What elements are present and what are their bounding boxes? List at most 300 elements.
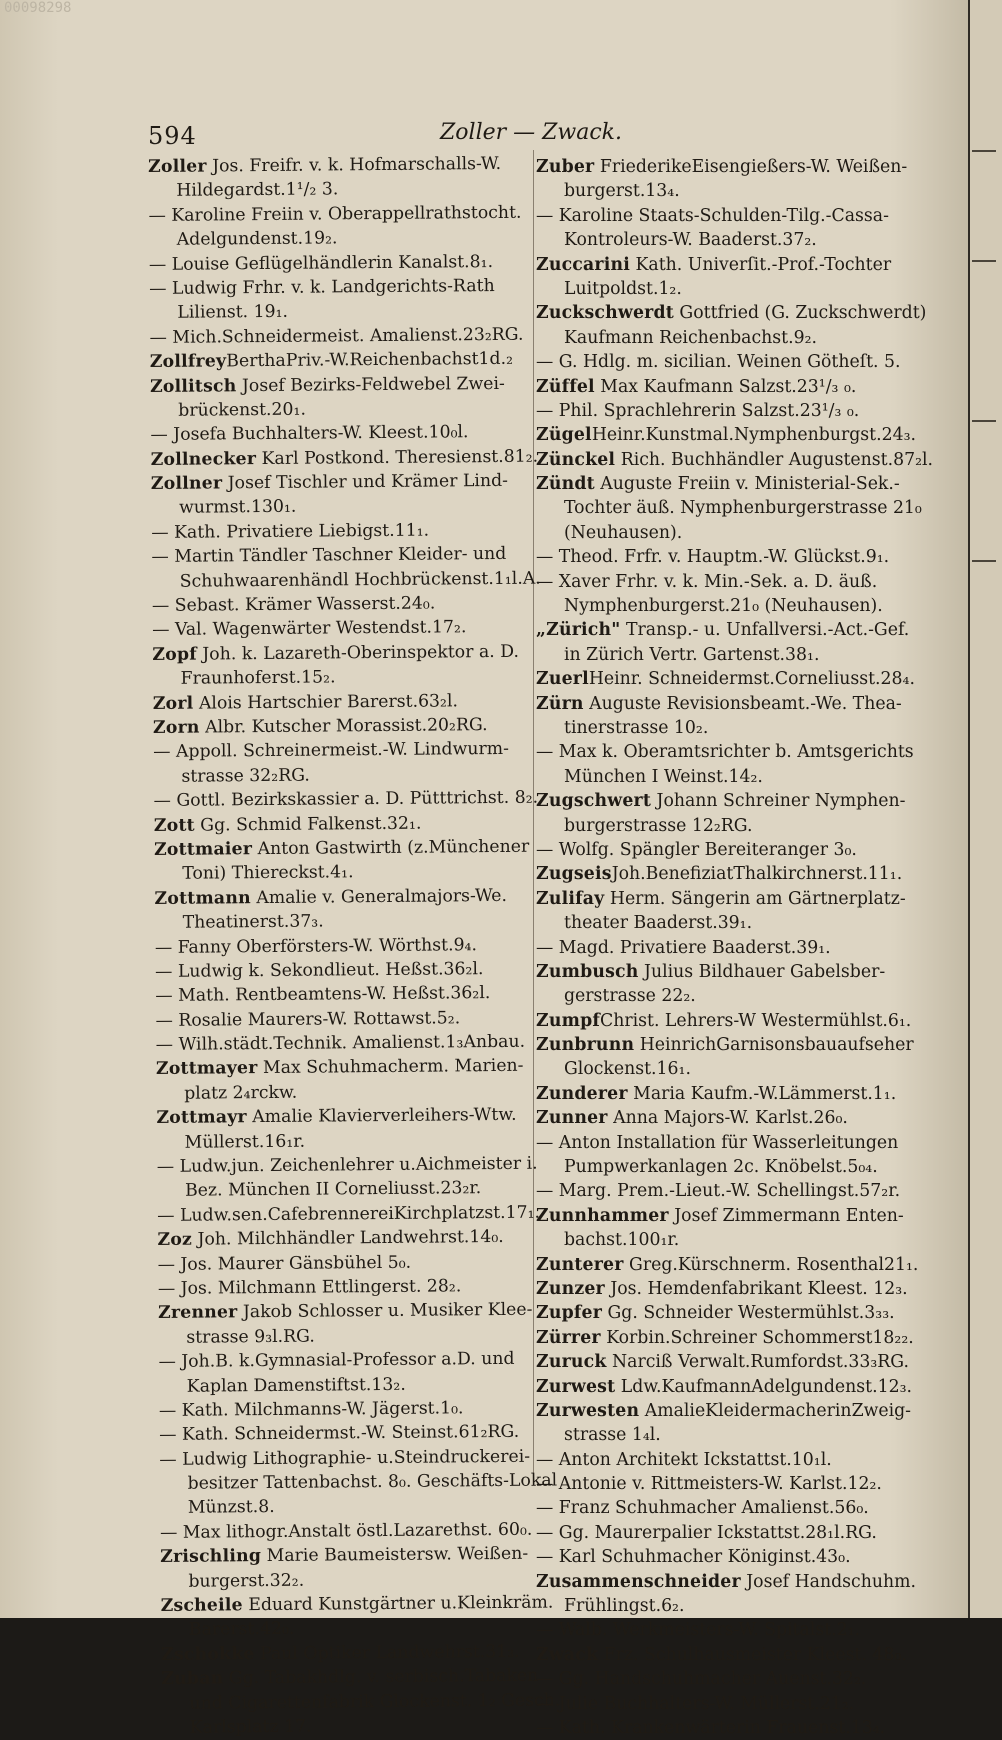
entry-text: Schuhwaarenhändl Hochbrückenst.1₁l.A. — [179, 568, 541, 592]
entry-text: — Phil. Sprachlehrerin Salzst.23¹/₃ ₀. — [536, 400, 860, 421]
entry-text: Gottfried (G. Zuckschwerdt) — [673, 303, 927, 324]
entry-text: Auguste Revisionsbeamt.-We. Thea- — [583, 693, 902, 714]
entry-headline — [160, 1542, 546, 1570]
entry-text: Kontroleurs-W. Baaderst.37₂. — [564, 230, 817, 251]
entry-headline — [536, 301, 930, 325]
entry-text: — Karl Schuhmacher Königinst.43₀. — [536, 1547, 851, 1568]
entry-text: strasse 1₄l. — [564, 1425, 661, 1446]
entry-headline — [536, 1277, 930, 1301]
entry-text: Joh. k. Lazareth-Oberinspektor a. D. — [196, 641, 520, 665]
entry-line — [536, 1448, 930, 1472]
entry-text: AmalieKleidermacherinZweig- — [639, 1400, 912, 1421]
entry-text: platz 2₄rckw. — [184, 1082, 298, 1104]
entry-text: Tochter äuß. Nymphenburgerstrasse 21₀ — [564, 498, 922, 519]
entry-line — [536, 1521, 930, 1545]
entry-headline — [156, 1103, 542, 1131]
entry-text: Frühlingst.6₂. — [564, 1596, 685, 1617]
entry-continuation — [156, 1078, 542, 1106]
entry-line — [536, 1496, 930, 1520]
surname: Zopf — [152, 644, 197, 665]
entry-line — [158, 1274, 544, 1302]
entry-text: — Fanny Oberförsters-W. Wörthst.9₄. — [154, 934, 478, 958]
entry-text: tinerstrasse 10₂. — [564, 717, 709, 738]
entry-headline — [153, 713, 539, 741]
entry-headline — [536, 1253, 930, 1277]
entry-text: — Marg. Prem.-Lieut.-W. Schellingst.57₂r. — [536, 1181, 901, 1202]
entry-headline — [536, 887, 930, 911]
surname: „Zürich" — [536, 620, 621, 641]
entry-text: Kaufmann Reichenbachst.9₂. — [564, 327, 818, 348]
entry-line — [536, 570, 930, 594]
surname: Zscheile — [160, 1595, 243, 1616]
entry-headline — [536, 667, 930, 691]
entry-text: — Rosalie Maurers-W. Rottawst.5₂. — [155, 1007, 461, 1031]
entry-text: Jos. Hemdenfabrikant Kleest. 12₃. — [604, 1278, 908, 1299]
entry-text: Karl Postkond. Theresienst.81₂. — [256, 446, 539, 469]
entry-headline — [536, 1204, 930, 1228]
entry-text: gerstrasse 22₂. — [564, 986, 696, 1007]
entry-headline — [150, 371, 536, 399]
entry-text: Adelgundenst.19₂. — [176, 228, 338, 250]
entry-text: Gg. Tabakhdlg. v. serbisch.Tabaken — [223, 1665, 539, 1689]
entry-continuation — [150, 396, 536, 424]
entry-text: Josef Zimmermann Enten- — [668, 1205, 904, 1226]
entry-text: — Gg. Maurerpalier Ickstattst.28₁l.RG. — [536, 1522, 877, 1543]
entry-text: — Mich.Schneidermeist. Amalienst.23₂RG. — [149, 324, 524, 348]
entry-line — [150, 420, 536, 448]
entry-continuation — [151, 493, 537, 521]
entry-continuation — [160, 1566, 546, 1594]
entry-text: — Sebast. Krämer Wasserst.24₀. — [151, 593, 436, 617]
surname: Zügel — [536, 425, 592, 446]
entry-line — [157, 1152, 543, 1180]
entry-continuation — [149, 298, 535, 326]
entry-continuation — [536, 1423, 930, 1447]
surname: Zollfrey — [149, 351, 227, 373]
entry-line — [151, 517, 537, 545]
entry-headline — [536, 448, 934, 472]
entry-continuation — [536, 716, 930, 740]
gutter-mark — [972, 150, 996, 152]
entry-text: Herm. Sängerin am Gärtnerplatz- — [604, 888, 906, 909]
surname: Zurwesten — [536, 1400, 640, 1421]
entry-text: Korbin.Schreiner Schommerst18₂₂. — [600, 1327, 914, 1348]
entry-headline — [536, 375, 930, 399]
entry-line — [536, 838, 930, 862]
entry-text: — Ludw.jun. Zeichenlehrer u.Aichmeister i. — [156, 1153, 538, 1177]
entry-text: — Antonie v. Rittmeisters-W. Karlst.12₂. — [536, 1474, 882, 1495]
entry-text: Narciß Verwalt.Rumfordst.33₃RG. — [606, 1352, 909, 1373]
entry-line — [536, 740, 930, 764]
entry-text: — Ludwig k. Sekondlieut. Heßst.36₂l. — [155, 958, 484, 982]
entry-continuation — [536, 765, 930, 789]
entry-text: Nymphenburgerst.21₀ (Neuhausen). — [564, 596, 883, 617]
entry-text: strasse 9₃l.RG. — [186, 1326, 315, 1348]
entry-text: — Ludwig Lithographie- u.Steindruckerei- — [159, 1446, 531, 1470]
surname: Zuerl — [536, 669, 589, 690]
entry-line — [536, 1472, 930, 1496]
entry-headline — [536, 472, 930, 496]
entry-text: — Max lithogr.Anstalt östl.Lazarethst. 60₀. — [159, 1519, 533, 1543]
entry-headline — [157, 1225, 543, 1253]
entry-text: — Theod. Frfr. v. Hauptm.-W. Glückst.9₁. — [536, 547, 890, 568]
entry-text: — Franz Schuhmacher Amalienst.56₀. — [536, 1498, 869, 1519]
entry-text: BerthaPriv.-W.Reichenbachst1d.₂ — [226, 348, 514, 372]
entry-text: FriederikeEisengießers-W. Weißen- — [594, 157, 908, 177]
entry-continuation — [536, 911, 930, 935]
entry-headline — [148, 152, 534, 180]
entry-text: Gg. Schmid Falkenst.32₁. — [194, 813, 422, 836]
entry-line — [149, 249, 535, 277]
entry-text: Amalie v. Generalmajors-We. — [250, 885, 508, 908]
surname: Zottmann — [154, 887, 251, 909]
entry-text: burgerstrasse 12₂RG. — [564, 815, 753, 836]
entry-text: Hildegardst.1¹/₂ 3. — [176, 179, 339, 202]
entry-headline — [536, 1301, 930, 1325]
entry-continuation — [149, 225, 535, 253]
entry-line — [149, 274, 535, 302]
entry-headline — [536, 155, 930, 179]
entry-text: Anna Majors-W. Karlst.26₀. — [607, 1108, 848, 1129]
entry-line — [152, 591, 538, 619]
entry-text: — Appoll. Schreinermeist.-W. Lindwurm- — [153, 739, 510, 763]
entry-text: in Zürich Vertr. Gartenst.38₁. — [564, 644, 820, 665]
entry-headline — [154, 883, 540, 911]
entry-continuation — [536, 277, 930, 301]
entry-headline — [536, 1399, 930, 1423]
surname: Zuban — [161, 1668, 224, 1690]
entry-text: Münzst.8. — [187, 1497, 275, 1519]
entry-continuation — [536, 521, 930, 545]
entry-text: Julius Bildhauer Gabelsber- — [638, 961, 886, 982]
entry-line — [536, 1618, 930, 1642]
entry-continuation — [536, 228, 930, 252]
entry-continuation — [536, 496, 930, 520]
entry-text: — Magd. Privatiere Baaderst.39₁. — [536, 937, 831, 958]
entry-headline — [160, 1591, 554, 1619]
entry-text: Anton Gastwirth (z.Münchener — [252, 836, 530, 860]
surname: Zorl — [152, 693, 194, 714]
entry-line — [536, 1692, 930, 1716]
entry-line — [155, 932, 541, 960]
entry-continuation — [536, 179, 930, 203]
surname: Züffel — [536, 376, 595, 397]
entry-text: Barerst.42₀. — [188, 1619, 295, 1641]
next-page-edge — [968, 0, 1002, 1618]
surname: Zottmayr — [156, 1107, 247, 1129]
surname: Zunnhammer — [536, 1205, 669, 1226]
entry-continuation — [536, 1057, 930, 1081]
entry-text: Alois Hartschier Barerst.63₂l. — [193, 690, 459, 714]
entry-headline — [151, 444, 537, 472]
entry-text: — Jos. Milchmann Ettlingerst. 28₂. — [157, 1276, 462, 1299]
entry-line — [160, 1517, 546, 1545]
entry-text: Glockenst.16₁. — [564, 1059, 691, 1080]
entry-text: Kaplan Damenstiftst.13₂. — [186, 1374, 406, 1397]
surname: Zupfer — [536, 1303, 602, 1324]
right-column — [536, 155, 934, 1740]
entry-text: Max Kaufmann Salzst.23¹/₃ ₀. — [594, 376, 857, 397]
entry-text: Bez. München II Corneliusst.23₂r. — [184, 1178, 482, 1202]
entry-text: — Anton Architekt Ickstattst.10₁l. — [536, 1449, 832, 1470]
entry-text: Jakob Schlosser u. Musiker Klee- — [237, 1300, 533, 1323]
entry-text: Eduard Kunstgärtner u.Kleinkräm. — [242, 1592, 554, 1616]
entry-text: — Wolfg. Spängler Bereiteranger 3₀. — [536, 839, 857, 860]
entry-continuation — [154, 859, 540, 887]
surname: Zott — [153, 815, 195, 836]
entry-text: — Louise Geflügelhändlerin Kanalst.8₁. — [148, 251, 494, 275]
surname: Zugseis — [536, 864, 612, 885]
entry-continuation — [152, 664, 538, 692]
entry-headline — [536, 1082, 930, 1106]
entry-text: HeinrichGarnisonsbauaufseher — [634, 1035, 914, 1056]
surname: Zünckel — [536, 449, 616, 470]
entry-text: — Joh.B. k.Gymnasial-Professor a.D. und — [158, 1348, 515, 1373]
entry-text: Maria Kaufm.-W.Lämmerst.1₁. — [627, 1083, 897, 1104]
entry-headline — [161, 1639, 547, 1667]
entry-headline — [536, 1350, 930, 1374]
entry-headline — [150, 347, 536, 375]
entry-continuation — [153, 761, 539, 789]
entry-headline — [156, 1054, 542, 1082]
entry-continuation — [536, 326, 930, 350]
surname: Zündt — [536, 474, 595, 495]
entry-text: Albr. Kutscher Morassist.20₂RG. — [199, 715, 488, 738]
surname: Zschokke — [161, 1643, 255, 1665]
surname: Zollitsch — [149, 375, 237, 397]
entry-text: Pumpwerkanlagen 2c. Knöbelst.5₀₄. — [564, 1157, 878, 1178]
entry-line — [155, 956, 541, 984]
entry-text: — Wilh.städt.Technik. Amalienst.1₃Anbau. — [155, 1031, 526, 1056]
entry-text: Toni) Thiereckst.4₁. — [182, 862, 354, 885]
surname: Zunterer — [536, 1254, 624, 1275]
entry-text: Ldw.KaufmannAdelgundenst.12₃. — [615, 1376, 912, 1397]
entry-continuation — [158, 1322, 544, 1350]
entry-text: — Gg. Handschuhmacher Auenst.32₂. — [536, 1669, 867, 1690]
entry-text: München I Weinst.14₂. — [564, 766, 763, 787]
entry-text: Joh. Milchhändler Landwehrst.14₀. — [191, 1227, 504, 1250]
surname: Zorn — [152, 717, 200, 738]
entry-text: wurmst.130₁. — [178, 497, 297, 519]
entry-headline — [536, 1643, 930, 1667]
surname: Zunzer — [536, 1278, 605, 1299]
entry-line — [536, 1131, 930, 1155]
running-head: Zoller — Zwack. — [440, 120, 623, 145]
entry-line — [159, 1444, 545, 1472]
entry-line — [536, 1667, 930, 1691]
entry-text: — Gottl. Bezirkskassier a. D. Pütttrichst. 8₂. — [153, 787, 539, 812]
entry-text: Max Schuhmacherm. Marien- — [257, 1056, 524, 1079]
entry-headline — [536, 1033, 930, 1057]
entry-text: Auguste Freiin v. Ministerial-Sek.- — [594, 474, 900, 495]
entry-line — [152, 615, 538, 643]
entry-continuation — [536, 1228, 930, 1252]
surname: Zumbusch — [536, 961, 639, 982]
entry-text: Josef Handschuhm. — [740, 1571, 916, 1592]
entry-continuation — [536, 814, 930, 838]
entry-continuation — [161, 1615, 547, 1643]
page-header — [140, 118, 940, 148]
entry-continuation — [536, 594, 930, 618]
entry-headline — [536, 1375, 930, 1399]
entry-line — [536, 1716, 930, 1740]
entry-text: — Josefa Buchhalters-W. Kleest.10₀l. — [150, 422, 469, 446]
gutter-mark — [972, 560, 996, 562]
entry-text: Gg. Schneider Westermühlst.3₃₃. — [602, 1303, 895, 1324]
entry-line — [536, 204, 930, 228]
entry-text: Frz. Schulhausmeister Kleest. 48₀. — [598, 1644, 907, 1665]
entry-text: Transp.- u. Unfallversi.-Act.-Gef. — [620, 620, 910, 641]
entry-line — [155, 981, 541, 1009]
entry-text: Müllerst.16₁r. — [184, 1131, 306, 1153]
entry-text: — Karoline Freiin v. Oberappellrathstocht. — [148, 202, 522, 226]
entry-text: Marie Baumeistersw. Weißen- — [261, 1544, 529, 1567]
entry-continuation — [152, 566, 541, 594]
entry-headline — [536, 253, 930, 277]
entry-headline — [536, 1570, 930, 1594]
entry-headline — [536, 960, 930, 984]
entry-continuation — [536, 643, 930, 667]
entry-continuation — [155, 908, 541, 936]
entry-continuation — [159, 1371, 545, 1399]
entry-text: — Xaver Frhr. v. k. Min.-Sek. a. D. äuß. — [536, 571, 878, 592]
entry-continuation — [536, 1155, 930, 1179]
entry-text: bachst.100₁r. — [564, 1230, 680, 1251]
entry-text: Fraunhoferst.15₂. — [180, 667, 336, 689]
entry-text: Josef Bezirks-Feldwebel Zwei- — [236, 373, 505, 396]
surname: Zürn — [536, 693, 584, 714]
entry-text: — Math. Rentbeamtens-W. Heßst.36₂l. — [155, 983, 491, 1007]
entry-text: Karlsplatz 17. — [189, 1716, 312, 1738]
entry-text: brückenst.20₁. — [178, 399, 307, 421]
entry-line — [156, 1030, 542, 1058]
entry-continuation — [148, 176, 534, 204]
entry-text: Luitpoldst.1₂. — [564, 278, 682, 299]
entry-text: Heinr. Schneidermst.Corneliusst.28₄. — [588, 669, 915, 690]
entry-text: — Max k. Oberamtsrichter b. Amtsgerichts — [536, 742, 914, 763]
entry-headline — [151, 469, 537, 497]
entry-line — [536, 545, 930, 569]
entry-continuation — [157, 1176, 543, 1204]
entry-text: burgerst.13₄. — [564, 181, 680, 202]
entry-text: Jos. Freifr. v. k. Hofmarschalls-W. — [206, 153, 502, 177]
page-number: 594 — [148, 122, 197, 150]
surname: Zuckschwerdt — [536, 303, 674, 324]
entry-text: Lilienst. 19₁. — [177, 302, 289, 324]
entry-continuation — [159, 1469, 558, 1497]
surname: Zumpf — [536, 1010, 600, 1031]
surname: Zürrer — [536, 1327, 601, 1348]
surname: Zulifay — [536, 888, 605, 909]
entry-text: — G. Hdlg. m. sicilian. Weinen Götheſt. 5. — [536, 352, 901, 373]
surname: Zottmaier — [153, 839, 253, 860]
entry-headline — [536, 423, 930, 447]
entry-headline — [536, 1106, 930, 1130]
surname: Zurwest — [536, 1376, 616, 1397]
entry-line — [158, 1347, 544, 1375]
entry-text: Joh.BenefiziatThalkirchnerst.11₁. — [611, 864, 903, 885]
entry-headline — [536, 618, 930, 642]
entry-text: — Anton Installation für Wasserleitungen — [536, 1132, 899, 1153]
entry-line — [536, 399, 930, 423]
surname: Zunbrunn — [536, 1035, 635, 1056]
entry-text: Kath. Univerſit.-Prof.-Tochter — [630, 254, 892, 275]
entry-text: — Kath. Krankenwärterin Frauenst.13₄. — [536, 1718, 886, 1738]
entry-text: Greg.Kürschnerm. Rosenthal21₁. — [623, 1254, 919, 1275]
surname: Zrischling — [160, 1546, 262, 1568]
entry-text: (Neuhausen). — [564, 522, 683, 543]
entry-text: Johann Schreiner Nymphen- — [651, 791, 906, 812]
entry-line — [149, 322, 535, 350]
surname: Zusammenschneider — [536, 1571, 741, 1592]
entry-continuation — [536, 1594, 930, 1618]
entry-line — [155, 1005, 541, 1033]
entry-text: theater Baaderst.39₁. — [564, 913, 753, 934]
entry-text: — Julie Buchhalters-W. Müllerst.21₂. — [536, 1693, 855, 1714]
surname: Zunner — [536, 1108, 608, 1129]
entry-text: und Cigarettenfabrik Glockenst. 1₂ Gesch. — [189, 1690, 561, 1714]
entry-continuation — [157, 1127, 543, 1155]
surname: Zugschwert — [536, 791, 652, 812]
surname: Zunderer — [536, 1083, 628, 1104]
entry-line — [157, 1200, 543, 1228]
entry-headline — [536, 789, 930, 813]
entry-line — [536, 1545, 930, 1569]
entry-headline — [536, 692, 930, 716]
entry-text: Heinr.Kunstmal.Nymphenburgst.24₃. — [591, 425, 917, 446]
entry-text: — Ludw.sen.CafebrennereiKirchplatzst.17₁. — [157, 1202, 541, 1226]
surname: Zollnecker — [150, 448, 257, 470]
surname: Zuber — [536, 157, 595, 177]
entry-text: Rich. Buchhändler Augustenst.87₂l. — [615, 449, 934, 470]
entry-text: — Kath. Milchmanns-W. Jägerst.1₀. — [158, 1398, 464, 1421]
entry-line — [536, 350, 930, 374]
entry-text: Josef Tischler und Krämer Lind- — [222, 470, 509, 494]
entry-text: burgerst.32₂. — [188, 1570, 305, 1592]
surname: Zollner — [150, 473, 223, 495]
surname: Zuruck — [536, 1352, 607, 1373]
entry-headline — [154, 835, 540, 863]
entry-headline — [152, 639, 538, 667]
entry-headline — [161, 1664, 547, 1692]
entry-line — [159, 1420, 545, 1448]
entry-text: Christ. Lehrers-W Westermühlst.6₁. — [599, 1010, 912, 1031]
surname: Zuccarini — [536, 254, 631, 275]
entry-text: — Kath. Schneidermst.-W. Steinst.61₂RG. — [159, 1422, 520, 1446]
entry-line — [148, 200, 534, 228]
entry-headline — [536, 1326, 930, 1350]
entry-headline — [154, 810, 540, 838]
entry-headline — [158, 1298, 544, 1326]
surname: Zoller — [148, 156, 207, 177]
entry-line — [154, 786, 540, 814]
entry-line — [536, 1179, 930, 1203]
entry-headline — [536, 1009, 930, 1033]
entry-text: — Walb. Werkmeisters-W. Spitalst.2₁. — [536, 1620, 861, 1641]
entry-line — [153, 737, 539, 765]
entry-line — [158, 1249, 544, 1277]
entry-text: Amalie Klavierverleihers-Wtw. — [246, 1105, 517, 1128]
entry-text: Theatinerst.37₃. — [182, 911, 324, 933]
entry-continuation — [160, 1493, 546, 1521]
gutter-mark — [972, 420, 996, 422]
entry-text: Paul Optiker Landwehrst.31₃. — [254, 1641, 520, 1664]
surname: Zottmayer — [155, 1058, 258, 1080]
entry-line — [159, 1396, 545, 1424]
entry-line — [151, 542, 537, 570]
entry-continuation — [536, 984, 930, 1008]
surname: Zwack — [536, 1644, 599, 1665]
